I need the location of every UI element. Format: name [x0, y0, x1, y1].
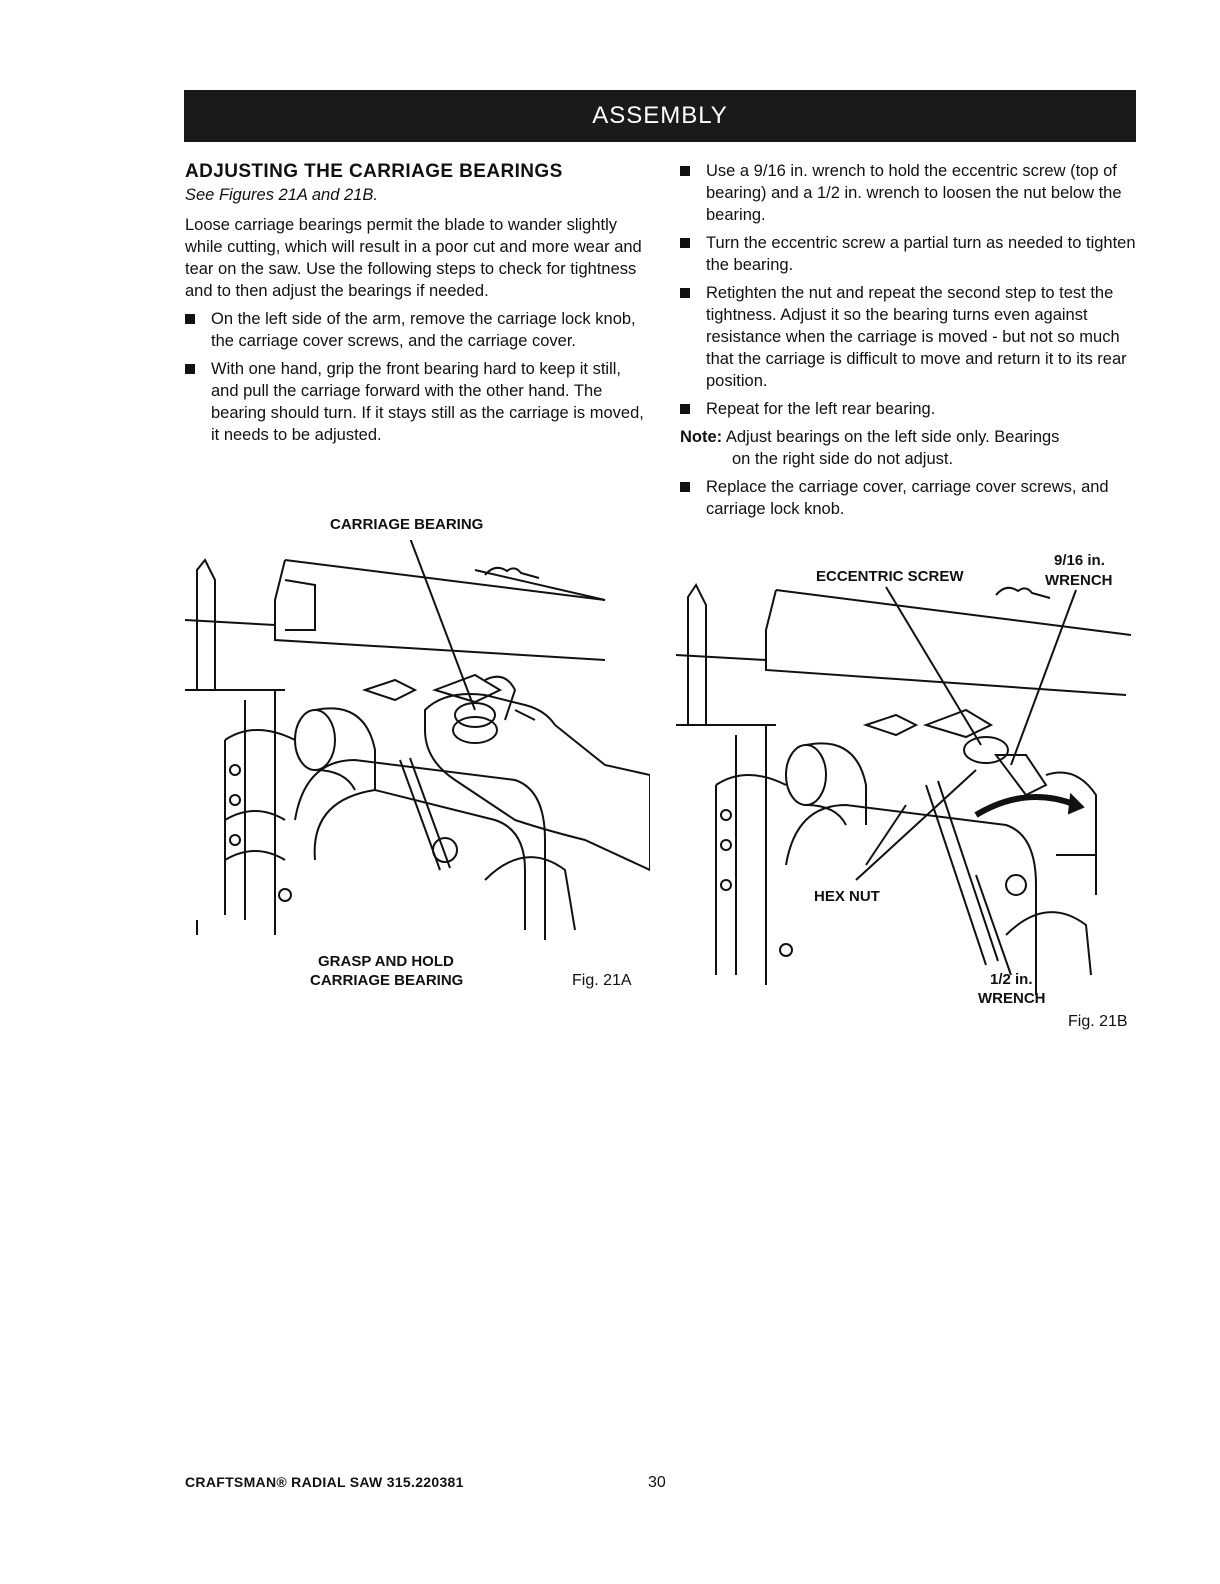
figure-reference: See Figures 21A and 21B. — [185, 186, 378, 204]
right-bullet-list — [680, 160, 1140, 420]
callout-grasp-hold-1: GRASP AND HOLD — [318, 953, 454, 970]
list-item: Turn the eccentric screw a partial turn as needed to tighten the bearing. — [680, 232, 1140, 276]
left-column — [185, 160, 650, 452]
bullet-square-icon — [680, 288, 690, 298]
bullet-square-icon — [185, 364, 195, 374]
list-item: Repeat for the left rear bearing. — [680, 398, 1140, 420]
left-bullet-list — [185, 308, 650, 446]
saw-carriage-wrenches-illustration — [676, 555, 1138, 1005]
note-text-1: Adjust bearings on the left side only. Bearings — [725, 428, 1060, 446]
note — [680, 426, 1140, 470]
bullet-square-icon — [680, 404, 690, 414]
figure-21a-illustration — [185, 540, 650, 940]
callout-grasp-hold-2: CARRIAGE BEARING — [310, 972, 464, 989]
bullet-square-icon — [680, 238, 690, 248]
bullet-square-icon — [680, 166, 690, 176]
final-bullet-list — [680, 476, 1140, 520]
footer-brand: CRAFTSMAN® RADIAL SAW 315.220381 — [185, 1474, 464, 1490]
callout-916-wrench-2: WRENCH — [1045, 572, 1113, 589]
section-header-title: ASSEMBLY — [592, 102, 728, 129]
callout-12-wrench-2: WRENCH — [978, 990, 1046, 1007]
list-item: With one hand, grip the front bearing hard to keep it still, and pull the carriage forward with the other hand. The bearing should turn. If it stays still as the carriage is moved, it needs to be adjusted. — [185, 358, 650, 446]
note-text-2: on the right side do not adjust. — [732, 450, 954, 468]
callout-hex-nut: HEX NUT — [814, 888, 880, 905]
callout-carriage-bearing: CARRIAGE BEARING — [330, 516, 484, 533]
callout-916-wrench-1: 9/16 in. — [1054, 552, 1105, 569]
callout-12-wrench-1: 1/2 in. — [990, 971, 1033, 988]
bullet-square-icon — [680, 482, 690, 492]
list-item: Retighten the nut and repeat the second step to test the tightness. Adjust it so the bearing turns even against resistance when the carriage is moved - but not so much that the carriage is difficult to move and return it to its rear position. — [680, 282, 1140, 392]
note-label: Note: — [680, 428, 723, 446]
figure-21a-label: Fig. 21A — [572, 972, 632, 989]
figure-21b-illustration — [676, 555, 1138, 1005]
list-item: On the left side of the arm, remove the carriage lock knob, the carriage cover screws, and the carriage cover. — [185, 308, 650, 352]
page-number: 30 — [648, 1474, 666, 1491]
callout-eccentric-screw: ECCENTRIC SCREW — [816, 568, 964, 585]
section-header — [184, 90, 1136, 142]
figure-21b-label: Fig. 21B — [1068, 1013, 1128, 1030]
intro-paragraph: Loose carriage bearings permit the blade to wander slightly while cutting, which will result in a poor cut and more wear and tear on the saw. Use the following steps to check for tightness and to then adjust the bearings if needed. — [185, 216, 642, 300]
list-item: Use a 9/16 in. wrench to hold the eccentric screw (top of bearing) and a 1/2 in. wrench to loosen the nut below the bearing. — [680, 160, 1140, 226]
bullet-square-icon — [185, 314, 195, 324]
list-item: Replace the carriage cover, carriage cover screws, and carriage lock knob. — [680, 476, 1140, 520]
right-column — [680, 160, 1140, 526]
section-title: ADJUSTING THE CARRIAGE BEARINGS — [185, 161, 563, 182]
saw-carriage-hand-illustration — [185, 540, 650, 940]
